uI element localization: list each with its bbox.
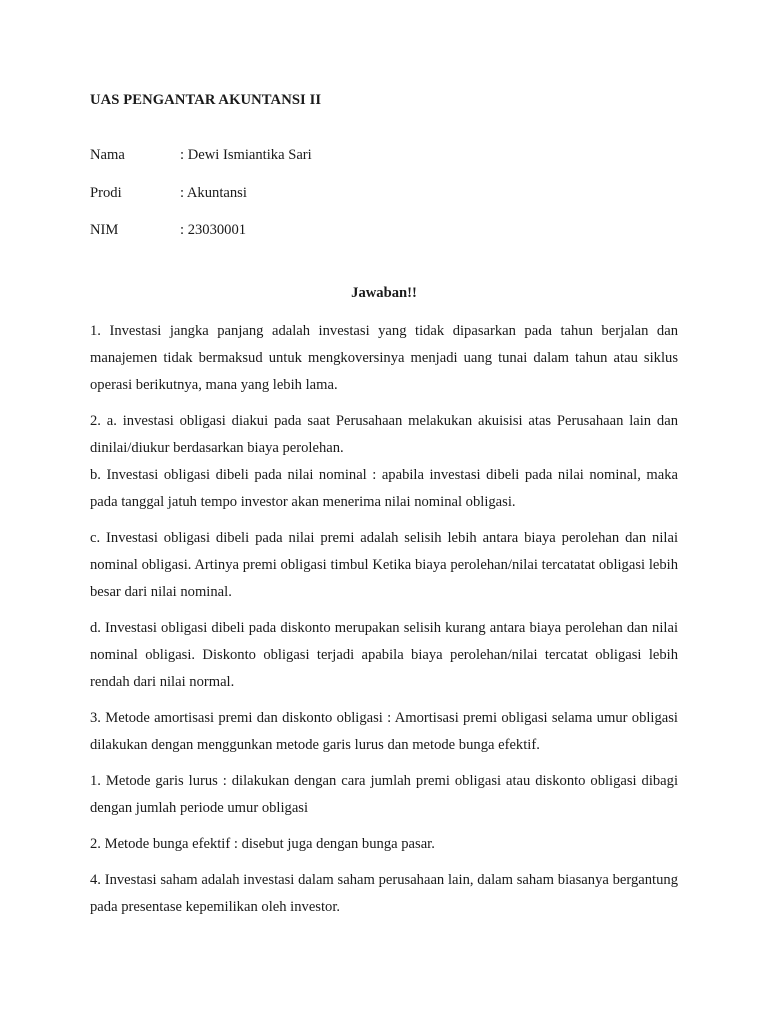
answer-paragraph-3-1: 1. Metode garis lurus : dilakukan dengan cara jumlah premi obligasi atau diskonto obligasi dibagi dengan jumlah periode umur obligasi [90,773,678,816]
answer-paragraph-4: 4. Investasi saham adalah investasi dalam saham perusahaan lain, dalam saham biasanya bergantung pada presentase kepemilikan oleh investor. [90,872,678,915]
info-label: Nama [90,147,125,163]
document-title: UAS PENGANTAR AKUNTANSI II [90,92,322,108]
answer-paragraph-3-2: 2. Metode bunga efektif : disebut juga dengan bunga pasar. [90,836,435,852]
info-value: : 23030001 [180,222,247,238]
answer-body [90,318,678,921]
info-label: NIM [90,222,119,238]
info-value: : Dewi Ismiantika Sari [180,147,312,163]
answer-paragraph-3: 3. Metode amortisasi premi dan diskonto obligasi : Amortisasi premi obligasi selama umur obligasi dilakukan dengan menggunkan metode garis lurus dan metode bunga efektif. [90,710,678,753]
info-label: Prodi [90,185,122,201]
info-value: : Akuntansi [180,185,247,201]
answer-paragraph-2b: b. Investasi obligasi dibeli pada nilai nominal : apabila investasi dibeli pada nilai nominal, maka pada tanggal jatuh tempo investor akan menerima nilai nominal obligasi. [90,467,678,510]
answer-paragraph-1: 1. Investasi jangka panjang adalah investasi yang tidak dipasarkan pada tahun berjalan dan manajemen tidak bermaksud untuk mengkoversinya menjadi uang tunai dalam tahun atau siklus operasi berikutnya, mana yang lebih lama. [90,323,678,393]
answer-paragraph-2c: c. Investasi obligasi dibeli pada nilai premi adalah selisih lebih antara biaya perolehan dan nilai nominal obligasi. Artinya premi obligasi timbul Ketika biaya perolehan/nilai tercatatat obligasi lebih besar dari nilai nominal. [90,530,678,600]
answer-paragraph-2d: d. Investasi obligasi dibeli pada diskonto merupakan selisih kurang antara biaya perolehan dan nilai nominal obligasi. Diskonto obligasi terjadi apabila biaya perolehan/nilai tercatat obligasi lebih rendah dari nilai normal. [90,620,678,690]
answer-paragraph-2a: 2. a. investasi obligasi diakui pada saat Perusahaan melakukan akuisisi atas Perusahaan lain dan dinilai/diukur berdasarkan biaya perolehan. [90,413,678,456]
answer-heading: Jawaban!! [351,285,417,301]
